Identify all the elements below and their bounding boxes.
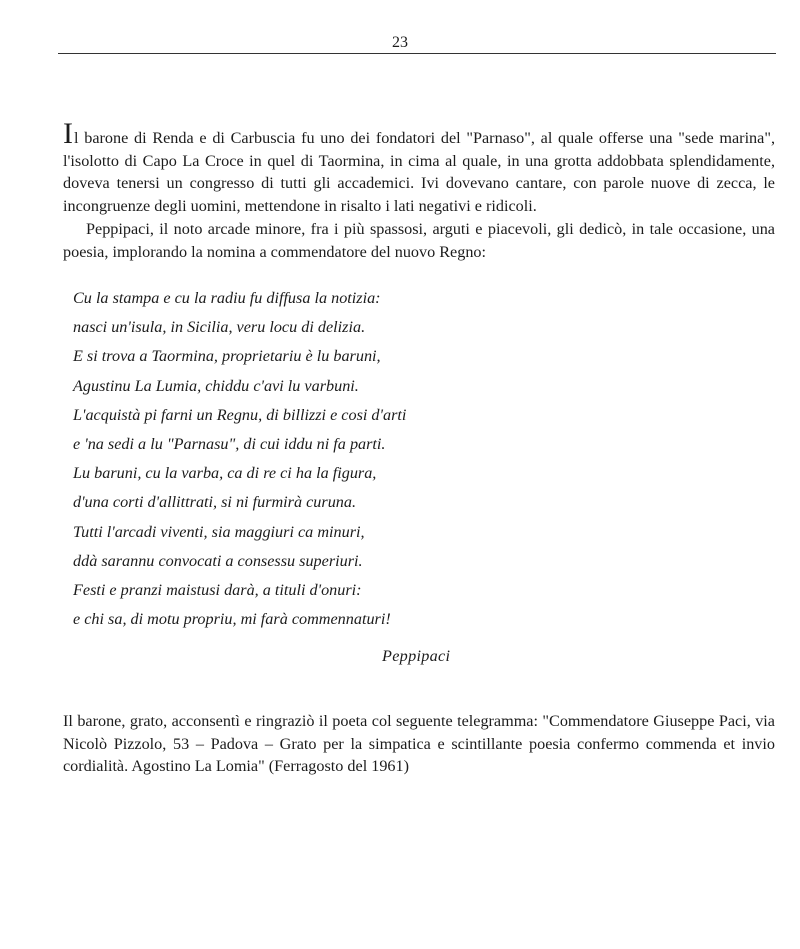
poem-signature: Peppipaci xyxy=(382,647,451,665)
poem-line: Cu la stampa e cu la radiu fu diffusa la notizia: xyxy=(73,289,381,307)
paragraph-peppipaci: Peppipaci, il noto arcade minore, fra i più spassosi, arguti e piacevoli, gli dedicò, in tale occasione, una poesia, implorando la nomina a commendatore del nuovo Regno: xyxy=(63,220,775,261)
poem-line: e chi sa, di motu propriu, mi farà commennaturi! xyxy=(73,610,391,629)
page-number: 23 xyxy=(392,34,408,51)
header-rule xyxy=(58,53,776,54)
drop-cap: I xyxy=(63,117,73,150)
poem-line: Festi e pranzi maistusi darà, a tituli d'onuri: xyxy=(73,580,362,599)
poem-line: ddà sarannu convocati a consessu superiuri. xyxy=(73,551,363,570)
poem-line: Tutti l'arcadi viventi, sia maggiuri ca minuri, xyxy=(73,522,365,541)
poem-line: Lu baruni, cu la varba, ca di re ci ha la figura, xyxy=(73,464,377,483)
paragraph-telegram: Il barone, grato, acconsentì e ringraziò il poeta col seguente telegramma: "Commendatore Giuseppe Paci, via Nicolò Pizzolo, 53 – Padova – Grato per la simpatica e scintillante poesia confermo commenda et invio cordialità. Agostino La Lomia" (Ferragosto del 1961) xyxy=(63,712,775,775)
poem-line: L'acquistà pi farni un Regnu, di billizzi e cosi d'arti xyxy=(73,405,407,424)
poem-line: Agustinu La Lumia, chiddu c'avi lu varbuni. xyxy=(73,376,359,395)
poem-line: E si trova a Taormina, proprietariu è lu baruni, xyxy=(73,347,381,366)
poem-line: nasci un'isula, in Sicilia, veru locu di delizia. xyxy=(73,318,366,337)
poem-line: e 'na sedi a lu "Parnasu", di cui iddu ni fa parti. xyxy=(73,434,386,453)
poem-line: d'una corti d'allittrati, si ni furmirà curuna. xyxy=(73,493,357,512)
paragraph-intro-text: l barone di Renda e di Carbuscia fu uno dei fondatori del "Parnaso", al quale offerse una "sede marina", l'isolotto di Capo La Croce in quel di Taormina, in cima al quale, in una grotta addobbata splendidamente, doveva tenersi un congresso di tutti gli accademici. Ivi dovevano cantare, con parole nuove di zecca, le incongruenze degli uomini, mettendone in risalto i lati negativi e ridicoli. xyxy=(63,129,775,215)
poem xyxy=(73,287,693,637)
paragraph-intro xyxy=(63,117,775,217)
